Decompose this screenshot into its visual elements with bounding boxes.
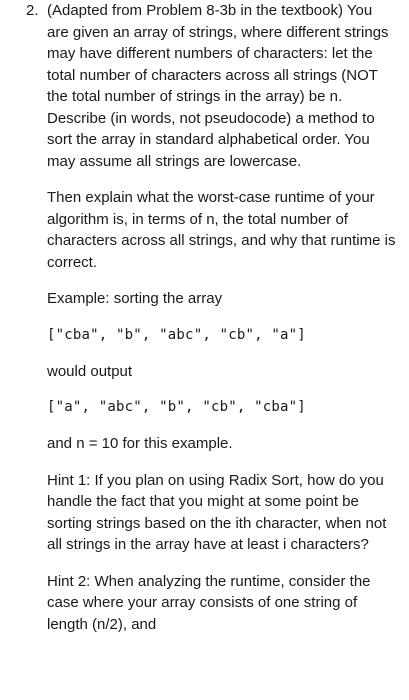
hint-1: Hint 1: If you plan on using Radix Sort, how do you handle the fact that you might at some point be sorting strings based on the ith character, when not all strings in the array have at least i characters? (47, 471, 387, 553)
problem-number: 2. (26, 2, 39, 19)
problem-intro: (Adapted from Problem 8-3b in the textbook) You are given an array of strings, where different strings may have different numbers of characters: let the total number of characters across all strings (NOT the total number of strings in the array) be n. Describe (in words, not pseudocode) a method to sort the array in standard alphabetical order. You may assume all strings are lowercase. (47, 2, 389, 170)
would-output-text: would output (47, 362, 133, 380)
hint-2: Hint 2: When analyzing the runtime, consider the case where your array consists of one string of length (n/2), and (47, 572, 371, 633)
n-value-note: and n = 10 for this example. (47, 435, 233, 452)
runtime-instruction: Then explain what the worst-case runtime of your algorithm is, in terms of n, the total number of characters across all strings, and why that runtime is correct. (47, 189, 396, 271)
example-input-array: ["cba", "b", "abc", "cb", "a"] (47, 326, 306, 343)
example-output-array: ["a", "abc", "b", "cb", "cba"] (47, 399, 306, 415)
example-label: Example: sorting the array (47, 290, 223, 307)
problem-content (47, 0, 397, 635)
